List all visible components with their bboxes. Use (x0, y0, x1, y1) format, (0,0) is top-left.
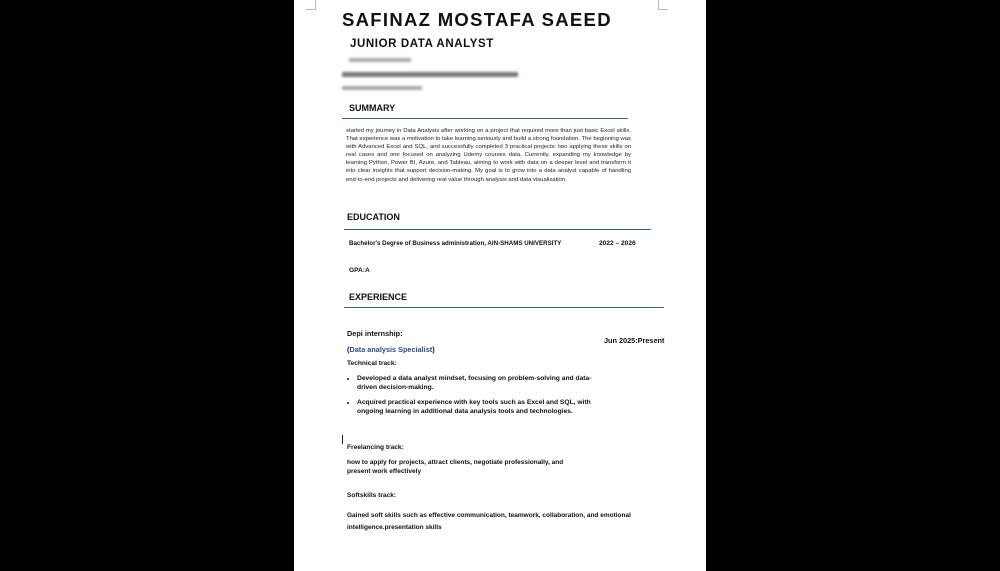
softskills-track-text: Gained soft skills such as effective communication, teamwork, collaboration, and emotional intelligence.presentation skills (347, 512, 631, 531)
crop-mark-top-left (306, 0, 316, 10)
experience-role (347, 345, 435, 354)
summary-heading: SUMMARY (349, 103, 396, 113)
bullet-item: • Developed a data analyst mindset, focusing on problem-solving and data-driven decision-making. (357, 375, 599, 392)
job-title: JUNIOR DATA ANALYST (350, 38, 494, 50)
experience-heading: EXPERIENCE (349, 292, 408, 302)
technical-track-bullets (344, 375, 599, 423)
crop-mark-top-right (658, 0, 668, 10)
candidate-name: SAFINAZ MOSTAFA SAEED (342, 9, 612, 30)
redacted-contact-line (349, 58, 411, 62)
softskills-track-label: Softskills track: (347, 492, 397, 499)
freelancing-track-label: Freelancing track: (347, 444, 404, 451)
resume-page (294, 0, 706, 571)
summary-divider (342, 118, 628, 119)
role-close-paren: ) (432, 345, 435, 354)
gpa: GPA:A (349, 267, 370, 274)
bullet-item: • Acquired practical experience with key tools such as Excel and SQL, with ongoing learning in additional data analysis tools and technologies. (357, 399, 599, 416)
education-divider (344, 229, 651, 230)
experience-divider (344, 307, 664, 308)
technical-track-label: Technical track: (347, 360, 397, 367)
experience-org: Depi internship: (347, 329, 403, 338)
freelancing-track-text: how to apply for projects, attract clients, negotiate professionally, and present work effectively (347, 459, 564, 475)
role-title: Data analysis Specialist (349, 345, 433, 354)
role-open-paren: ( (347, 345, 350, 354)
degree: Bachelor's Degree of Business administration, AIN-SHAMS UNIVERSITY (349, 240, 562, 247)
redacted-contact-line (342, 72, 518, 77)
education-heading: EDUCATION (347, 212, 400, 222)
text-cursor (342, 435, 343, 444)
redacted-contact-line (342, 86, 422, 90)
summary-text: started my journey in Data Analysis after working on a project that required more than just basic Excel skills. That experience was a motivation to take learning seriously and build a strong foundation. The beginning was with Advanced Excel and SQL, and successfully completed 3 practical projects: two applying these skills on real cases and one focused on analyzing Udemy courses data. Currently, expanding my knowledge by learning Python, Power BI, Azure, and Tableau, aiming to work with data on a deeper level and transform it into clear insights that support decision-making. My goal is to grow into a data analyst capable of handling end-to-end projects and delivering real value through analysis and data visualization. (346, 128, 631, 183)
experience-date: Jun 2025:Present (604, 336, 665, 345)
education-years: 2022 – 2026 (599, 240, 636, 247)
